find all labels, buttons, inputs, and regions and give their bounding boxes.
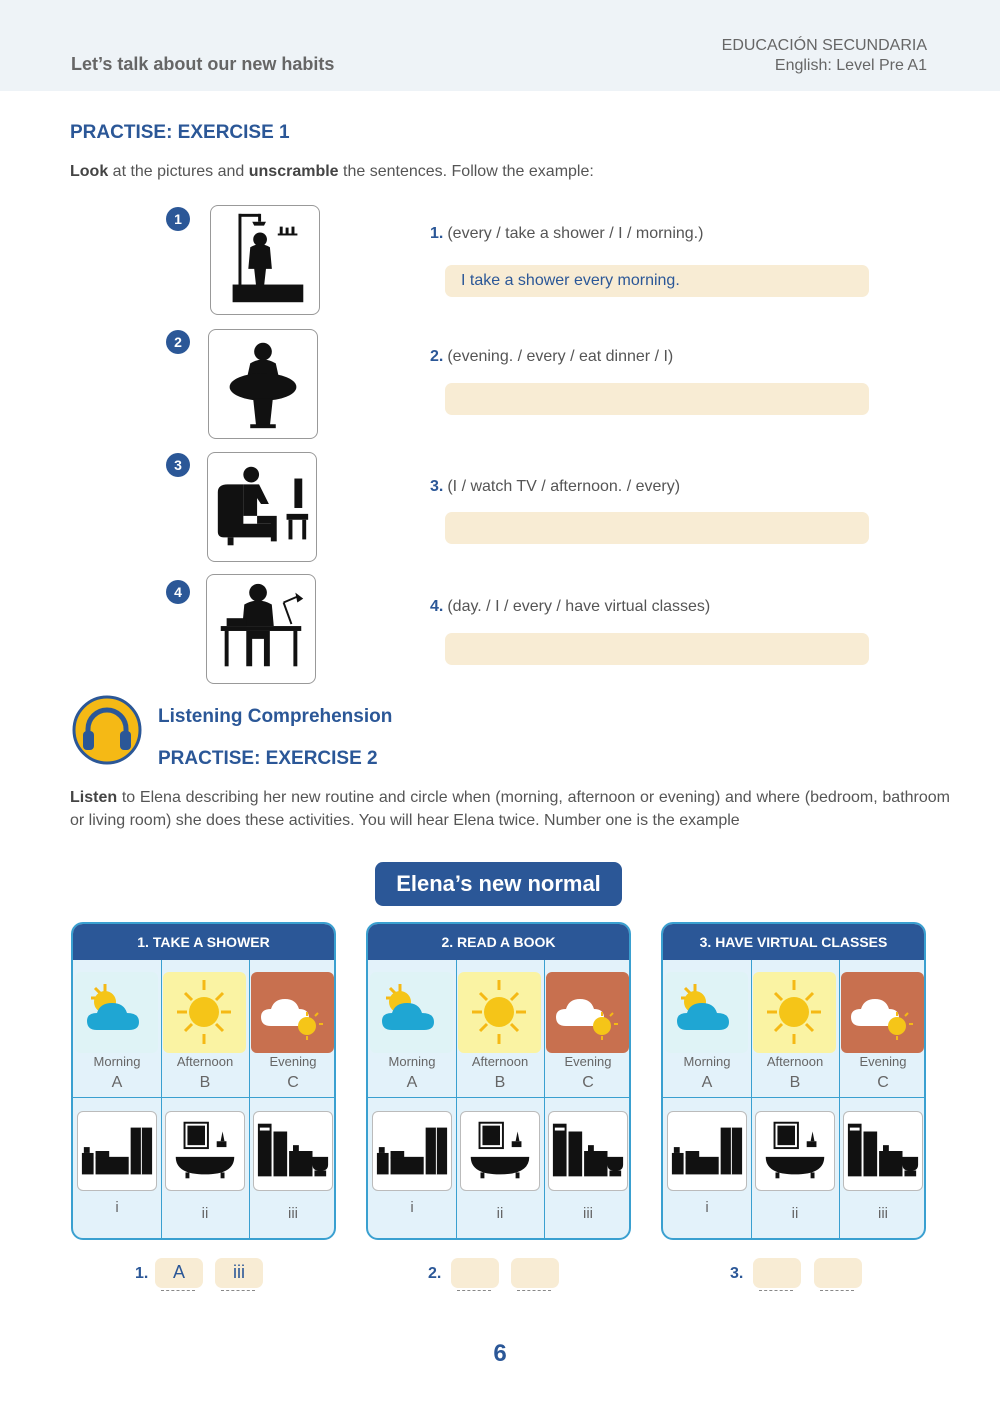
- room-letter[interactable]: ii: [201, 1205, 209, 1222]
- activity-card-title: 2. READ A BOOK: [368, 924, 629, 960]
- exercise2-title: PRACTISE: EXERCISE 2: [158, 748, 378, 769]
- header-title: Let’s talk about our new habits: [71, 54, 335, 74]
- exercise2-instructions: [70, 786, 950, 832]
- divider: [368, 1097, 631, 1098]
- instr-text-2: the sentences. Follow the example:: [338, 163, 594, 180]
- activity-card: [661, 922, 926, 1240]
- activity-card-title: 3. HAVE VIRTUAL CLASSES: [663, 924, 924, 960]
- item-number-3: 3: [166, 453, 190, 477]
- room-answer-box[interactable]: iii: [215, 1258, 263, 1288]
- question-1-text: (every / take a shower / I / morning.): [447, 225, 704, 242]
- activity-card-title: 1. TAKE A SHOWER: [73, 924, 334, 960]
- room-letter[interactable]: ii: [496, 1205, 504, 1222]
- instr-bold-listen: Listen: [70, 789, 118, 806]
- answer-number: 2.: [428, 1265, 442, 1282]
- question-4: [430, 598, 710, 616]
- time-letter[interactable]: C: [287, 1074, 299, 1091]
- header-level-line1: EDUCACIÓN SECUNDARIA: [721, 37, 927, 54]
- instr-text: to Elena describing her new routine and circle when (morning, afternoon or evening) and where (bedroom, bathroom or living room) she does these activities. You will hear Elena twice. Number one is the example: [70, 789, 950, 829]
- morning-weather-icon[interactable]: [665, 972, 748, 1053]
- morning-weather-icon[interactable]: [75, 972, 158, 1053]
- time-label: Afternoon: [471, 1054, 529, 1069]
- time-letter[interactable]: A: [406, 1074, 418, 1091]
- room-letter[interactable]: i: [115, 1199, 119, 1216]
- divider: [161, 960, 162, 1240]
- instr-text-1: at the pictures and: [108, 163, 249, 180]
- divider: [456, 960, 457, 1240]
- room-letter[interactable]: ii: [791, 1205, 799, 1222]
- time-letter[interactable]: B: [789, 1074, 801, 1091]
- time-letter[interactable]: B: [199, 1074, 211, 1091]
- bedroom-icon[interactable]: [372, 1111, 452, 1191]
- bathroom-icon[interactable]: [165, 1111, 245, 1191]
- time-letter[interactable]: A: [111, 1074, 123, 1091]
- answer-field-2[interactable]: [445, 383, 869, 415]
- answer-number: 1.: [135, 1265, 149, 1282]
- room-answer-box[interactable]: [814, 1258, 862, 1288]
- time-label: Afternoon: [766, 1054, 824, 1069]
- question-2-number: 2.: [430, 348, 444, 365]
- time-letter[interactable]: C: [582, 1074, 594, 1091]
- room-letter[interactable]: i: [410, 1199, 414, 1216]
- answer-underline: [161, 1290, 195, 1291]
- divider: [751, 960, 752, 1240]
- living-room-icon[interactable]: [843, 1111, 923, 1191]
- bedroom-icon[interactable]: [667, 1111, 747, 1191]
- divider: [544, 960, 545, 1240]
- morning-weather-icon[interactable]: [370, 972, 453, 1053]
- room-letter[interactable]: iii: [583, 1205, 593, 1222]
- answer-underline: [221, 1290, 255, 1291]
- answer-underline: [457, 1290, 491, 1291]
- answer-underline: [759, 1290, 793, 1291]
- time-label: Evening: [859, 1054, 907, 1069]
- afternoon-weather-icon[interactable]: [163, 972, 246, 1053]
- answer-field-4[interactable]: [445, 633, 869, 665]
- study-desk-icon: [206, 574, 316, 684]
- answer-field-3[interactable]: [445, 512, 869, 544]
- room-letter[interactable]: i: [705, 1199, 709, 1216]
- time-letter[interactable]: C: [877, 1074, 889, 1091]
- question-2-text: (evening. / every / eat dinner / I): [447, 348, 674, 365]
- question-4-number: 4.: [430, 598, 444, 615]
- room-letter[interactable]: iii: [878, 1205, 888, 1222]
- watch-tv-icon: [207, 452, 317, 562]
- answer-field-1[interactable]: I take a shower every morning.: [445, 265, 869, 297]
- dinner-icon: [208, 329, 318, 439]
- time-label: Evening: [269, 1054, 317, 1069]
- time-label: Morning: [388, 1054, 436, 1069]
- time-letter[interactable]: A: [701, 1074, 713, 1091]
- question-1: [430, 225, 703, 243]
- evening-weather-icon[interactable]: [251, 972, 334, 1053]
- time-answer-box[interactable]: A: [155, 1258, 203, 1288]
- page-header: [0, 0, 1000, 91]
- afternoon-weather-icon[interactable]: [458, 972, 541, 1053]
- answer-number: 3.: [730, 1265, 744, 1282]
- headphones-icon: [72, 695, 142, 765]
- question-1-number: 1.: [430, 225, 444, 242]
- instr-bold-unscramble: unscramble: [248, 163, 339, 180]
- answer-underline: [517, 1290, 551, 1291]
- evening-weather-icon[interactable]: [546, 972, 629, 1053]
- time-answer-box[interactable]: [753, 1258, 801, 1288]
- exercise1-title: PRACTISE: EXERCISE 1: [70, 122, 290, 143]
- header-level: [722, 36, 927, 76]
- time-letter[interactable]: B: [494, 1074, 506, 1091]
- divider: [663, 1097, 926, 1098]
- time-label: Morning: [683, 1054, 731, 1069]
- item-number-2: 2: [166, 330, 190, 354]
- question-2: [430, 348, 673, 366]
- header-level-line2: English: Level Pre A1: [774, 57, 927, 74]
- exercise1-instructions: [70, 160, 594, 183]
- question-4-text: (day. / I / every / have virtual classes): [447, 598, 711, 615]
- elena-banner: Elena’s new normal: [375, 862, 622, 906]
- question-3-text: (I / watch TV / afternoon. / every): [447, 478, 681, 495]
- page-number: 6: [493, 1340, 507, 1367]
- listening-subtitle: Listening Comprehension: [158, 706, 393, 727]
- time-label: Morning: [93, 1054, 141, 1069]
- evening-weather-icon[interactable]: [841, 972, 924, 1053]
- question-3: [430, 478, 680, 496]
- afternoon-weather-icon[interactable]: [753, 972, 836, 1053]
- living-room-icon[interactable]: [253, 1111, 333, 1191]
- item-number-1: 1: [166, 207, 190, 231]
- bedroom-icon[interactable]: [77, 1111, 157, 1191]
- activity-card: [366, 922, 631, 1240]
- instr-bold-look: Look: [70, 163, 109, 180]
- time-answer-box[interactable]: [451, 1258, 499, 1288]
- bathroom-icon[interactable]: [460, 1111, 540, 1191]
- divider: [249, 960, 250, 1240]
- shower-icon: [210, 205, 320, 315]
- answer-underline: [820, 1290, 854, 1291]
- living-room-icon[interactable]: [548, 1111, 628, 1191]
- time-label: Afternoon: [176, 1054, 234, 1069]
- divider: [839, 960, 840, 1240]
- divider: [73, 1097, 336, 1098]
- question-3-number: 3.: [430, 478, 444, 495]
- room-letter[interactable]: iii: [288, 1205, 298, 1222]
- time-label: Evening: [564, 1054, 612, 1069]
- activity-card: [71, 922, 336, 1240]
- room-answer-box[interactable]: [511, 1258, 559, 1288]
- bathroom-icon[interactable]: [755, 1111, 835, 1191]
- item-number-4: 4: [166, 580, 190, 604]
